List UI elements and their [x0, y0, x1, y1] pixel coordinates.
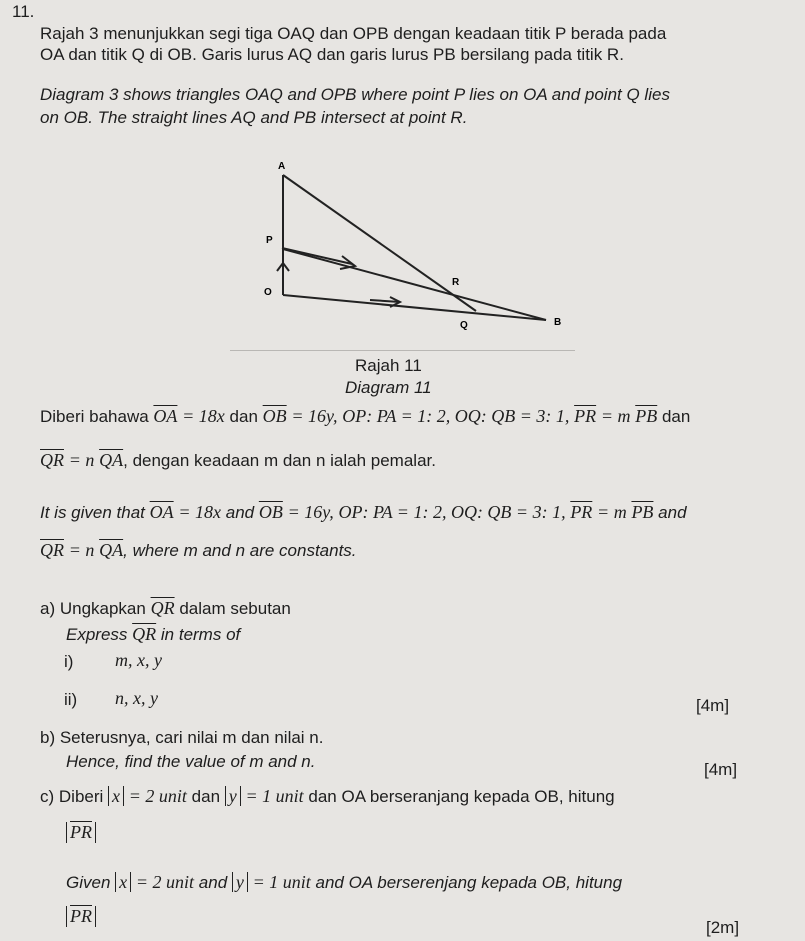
label-B: B [554, 317, 562, 328]
intro-english-line2: on OB. The straight lines AQ and PB intersect at point R. [40, 108, 468, 127]
part-c-malay [40, 786, 615, 807]
label-A: A [278, 161, 286, 172]
part-b-malay: b) Seterusnya, cari nilai m dan nilai n. [40, 728, 324, 747]
part-c-malay-dan: dan [191, 787, 221, 806]
diagram-divider [230, 350, 575, 351]
y-value: = 1 unit [245, 786, 304, 806]
triangle-diagram [230, 155, 590, 355]
part-c-english-and: and [198, 873, 228, 892]
part-a-i-vars: m, x, y [115, 650, 162, 670]
label-P: P [266, 235, 273, 246]
part-c-english-prefix: Given [66, 873, 111, 892]
given-english-suffix: and [658, 503, 687, 522]
part-a-marks: [4m] [696, 696, 730, 715]
line-AQ [283, 175, 476, 311]
y-value-en: = 1 unit [252, 872, 311, 892]
abs-x-en: x [115, 872, 131, 892]
label-Q: Q [460, 320, 468, 331]
vector-OR-en: $\overline{QR}$ [132, 624, 157, 644]
ob-value-en: = 16y, [287, 502, 334, 522]
given-english-line2-tail: , where m and n are constants. [123, 541, 357, 560]
ratios-en: OP: PA = 1: 2, OQ: QB = 3: 1, [338, 502, 566, 522]
abs-vector-PR: $\overline{PR}$ [66, 822, 96, 843]
part-a-malay [40, 598, 291, 619]
label-O: O [264, 287, 272, 298]
given-malay-suffix: dan [661, 407, 691, 426]
given-malay-line1 [40, 406, 690, 427]
label-R: R [452, 277, 460, 288]
oa-value: = 18x [182, 406, 225, 426]
diagram-caption-english: Diagram 11 [345, 378, 432, 397]
qr-equals-en: = n [68, 540, 95, 560]
abs-y: y [225, 786, 241, 806]
line-PB [283, 249, 546, 320]
intro-malay-line2: OA dan titik Q di OB. Garis lurus AQ dan garis lurus PB bersilang pada titik R. [40, 45, 624, 64]
part-a-ii-label: ii) [64, 690, 78, 709]
given-malay-prefix: Diberi bahawa [40, 407, 149, 426]
given-english-prefix: It is given that [40, 503, 145, 522]
x-value: = 2 unit [128, 786, 187, 806]
part-a-i-label: i) [64, 652, 74, 671]
part-a-malay-tail: dalam sebutan [179, 599, 291, 618]
diagram-caption-malay: Rajah 11 [355, 356, 422, 375]
vector-PR: $\overline{PR}$ [574, 406, 597, 426]
qr-equals: = n [68, 450, 95, 470]
part-a-english-text: Express [66, 625, 128, 644]
given-malay-line2-tail: , dengan keadaan m dan n ialah pemalar. [123, 451, 436, 470]
vector-QR-en: $\overline{QR}$ [40, 540, 64, 560]
vector-QA: $\overline{QA}$ [99, 450, 124, 470]
abs-x: x [108, 786, 124, 806]
line-OB [283, 295, 546, 320]
vector-PB-en: $\overline{PB}$ [631, 502, 654, 522]
part-a-english [66, 624, 240, 645]
vector-PB: $\overline{PB}$ [635, 406, 658, 426]
given-english-line1 [40, 502, 687, 523]
abs-y-en: y [232, 872, 248, 892]
abs-vector-PR-en: $\overline{PR}$ [66, 906, 96, 927]
intro-english-line1: Diagram 3 shows triangles OAQ and OPB where point P lies on OA and point Q lies [40, 85, 670, 104]
vector-OA-en: $\overline{OA}$ [149, 502, 174, 522]
part-c-malay-prefix: c) Diberi [40, 787, 104, 806]
ratios: OP: PA = 1: 2, OQ: QB = 3: 1, [342, 406, 570, 426]
given-malay-mid: dan [229, 407, 258, 426]
part-a-ii-vars: n, x, y [115, 688, 158, 708]
vector-QA-en: $\overline{QA}$ [99, 540, 124, 560]
part-c-english-tail: and OA berserenjang kepada OB, hitung [315, 873, 623, 892]
given-english-mid: and [225, 503, 255, 522]
part-c-english [66, 872, 622, 893]
intro-malay-line1: Rajah 3 menunjukkan segi tiga OAQ dan OPB dengan keadaan titik P berada pada [40, 24, 667, 43]
given-english-line2 [40, 540, 357, 561]
vector-OR: $\overline{QR}$ [150, 598, 175, 618]
vector-PR-en: $\overline{PR}$ [570, 502, 593, 522]
part-c-malay-tail: dan OA berseranjang kepada OB, hitung [308, 787, 615, 806]
given-malay-line2 [40, 450, 436, 471]
vector-OA: $\overline{OA}$ [153, 406, 178, 426]
part-c-marks: [2m] [706, 918, 740, 937]
vector-OB-en: $\overline{OB}$ [258, 502, 283, 522]
part-b-marks: [4m] [704, 760, 738, 779]
vector-QR: $\overline{QR}$ [40, 450, 64, 470]
part-b-english: Hence, find the value of m and n. [66, 752, 316, 771]
pr-equals: = m [600, 406, 631, 426]
pr-equals-en: = m [597, 502, 627, 522]
ob-value: = 16y, [291, 406, 338, 426]
x-value-en: = 2 unit [135, 872, 195, 892]
vector-OB: $\overline{OB}$ [262, 406, 287, 426]
part-a-english-tail: in terms of [160, 625, 241, 644]
oa-value-en: = 18x [178, 502, 221, 522]
part-a-malay-text: a) Ungkapkan [40, 599, 146, 618]
question-number: 11. [12, 2, 35, 21]
